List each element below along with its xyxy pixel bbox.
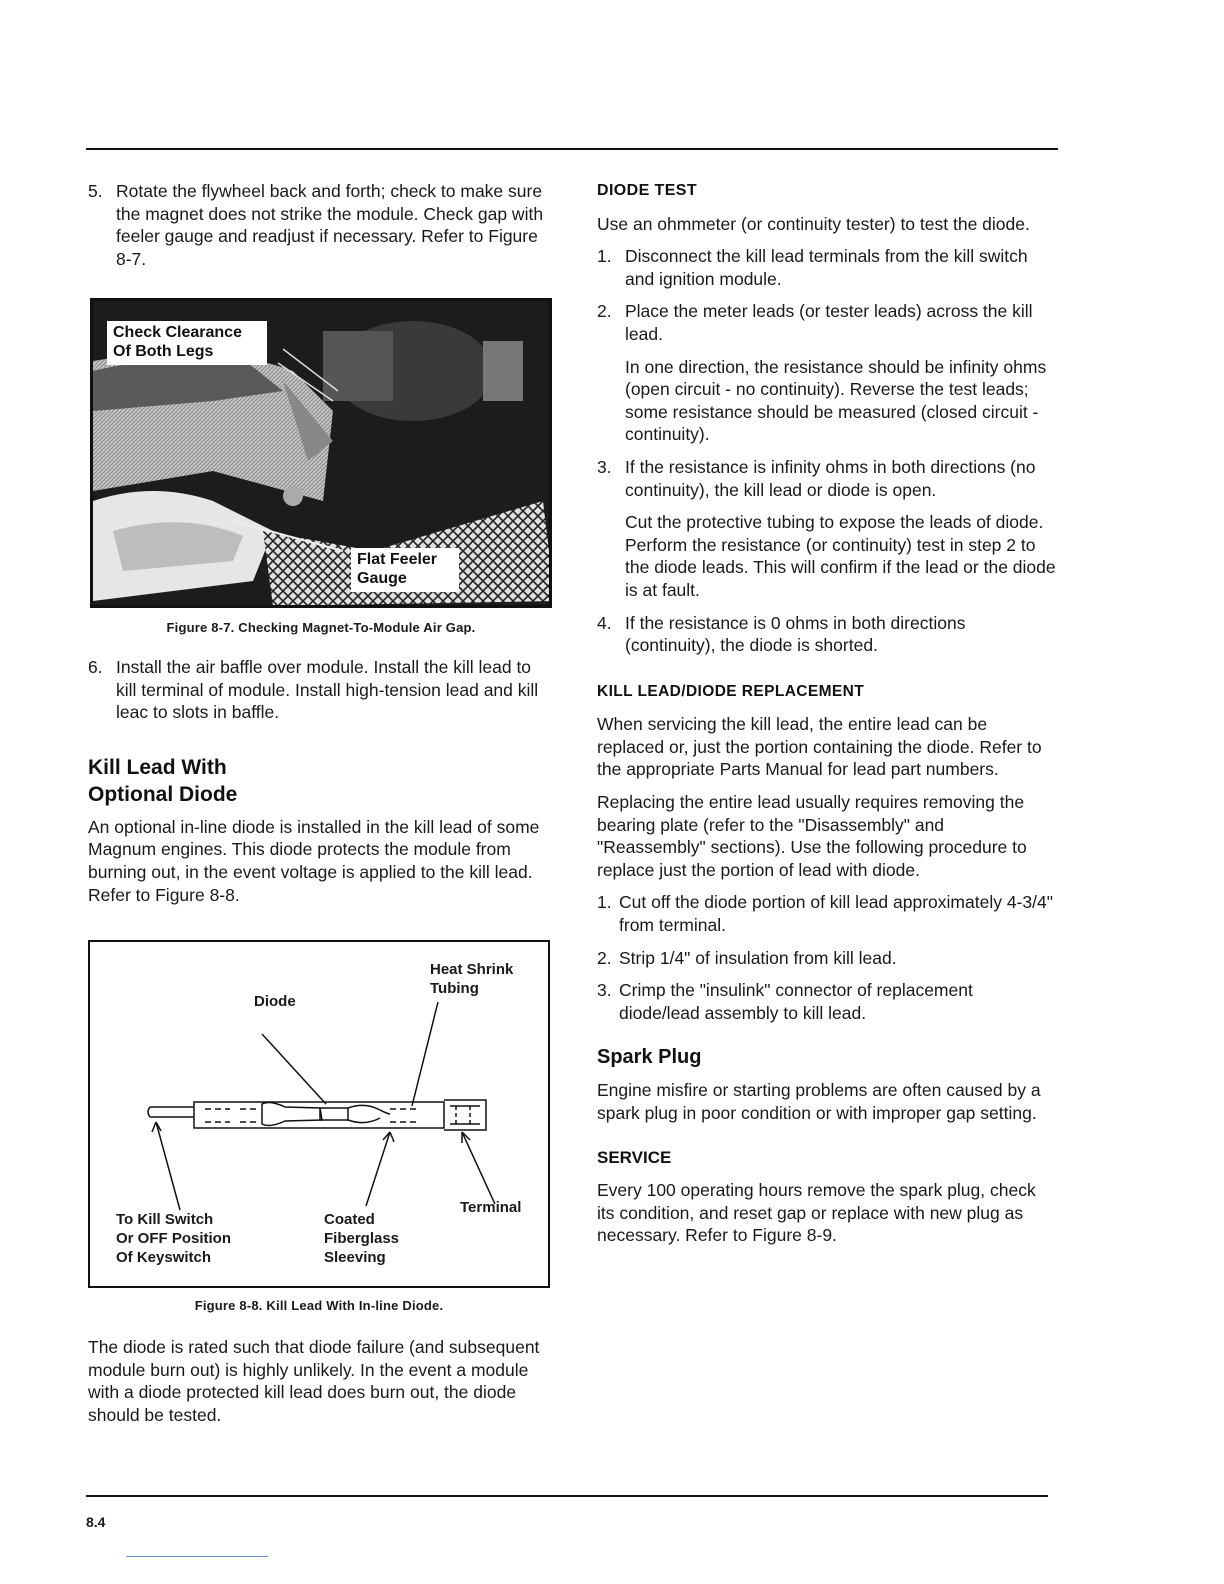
label-coated-fiberglass-sleeving [324, 1210, 399, 1267]
test-step-1 [597, 245, 1057, 290]
step-text: In one direction, the resistance should be infinity ohms (open circuit - no continuity). Reverse the test leads; some resistance should be measured (closed circuit - continuity). [625, 356, 1047, 445]
step-text: Crimp the "insulink" connector of replacement diode/lead assembly to kill lead. [619, 980, 973, 1023]
step-number: 3. [597, 456, 612, 477]
bottom-rule [86, 1495, 1048, 1497]
service-paragraph: Every 100 operating hours remove the spark plug, check its condition, and reset gap or replace with new plug as necessary. Refer to Figure 8-9. [597, 1180, 1036, 1246]
scan-mark [126, 1556, 268, 1557]
top-rule [86, 148, 1058, 150]
step-number [597, 511, 625, 601]
replace-step-1 [597, 891, 1057, 936]
test-step-4 [597, 612, 1057, 657]
heading-diode-test: DIODE TEST [597, 182, 698, 199]
figure-8-7-photo [90, 298, 552, 608]
heading-service: SERVICE [597, 1147, 672, 1167]
test-step-2 [597, 300, 1057, 345]
step-text: Disconnect the kill lead terminals from the kill switch and ignition module. [625, 246, 1028, 289]
label-diode: Diode [254, 993, 296, 1010]
heading-spark-plug: Spark Plug [597, 1046, 702, 1069]
label-terminal: Terminal [460, 1199, 522, 1216]
label-to-kill-switch [116, 1210, 231, 1267]
heading-kill-lead-diode-replacement: KILL LEAD/DIODE REPLACEMENT [597, 682, 865, 700]
step-6 [88, 656, 553, 724]
test-step-2-detail [597, 356, 1057, 446]
step-text: Rotate the flywheel back and forth; check to make sure the magnet does not strike the module. Check gap with feeler gauge and readjust if necessary. Refer to Figure 8-7. [116, 181, 544, 269]
step-text: Cut off the diode portion of kill lead approximately 4-3/4" from terminal. [619, 892, 1053, 936]
heading-kill-lead [88, 754, 553, 808]
step-text: If the resistance is infinity ohms in both directions (no continuity), the kill lead or diode is open. [625, 456, 1036, 500]
diode-rating-paragraph: The diode is rated such that diode failure (and subsequent module burn out) is highly unlikely. In the event a module with a diode protected kill lead does burn out, the diode should be tested. [88, 1337, 540, 1425]
figure-8-8-caption: Figure 8-8. Kill Lead With In-line Diode. [194, 1298, 444, 1313]
right-column [597, 180, 1057, 1247]
step-5 [88, 180, 553, 270]
step-text: Install the air baffle over module. Install the kill lead to kill terminal of module. Install high-tension lead and kill leac to slots in baffle. [116, 657, 539, 723]
figure-8-8-diagram [88, 940, 550, 1288]
label-line: Sleeving [324, 1249, 386, 1266]
step-text: If the resistance is 0 ohms in both directions (continuity), the diode is shorted. [625, 612, 966, 656]
callout-text: Flat Feeler Gauge [357, 551, 438, 587]
label-line: Heat Shrink [430, 961, 514, 978]
page-number: 8.4 [86, 1514, 106, 1530]
step-number: 2. [597, 947, 612, 968]
diode-test-intro: Use an ohmmeter (or continuity tester) to test the diode. [597, 213, 1030, 234]
heading-line-2: Optional Diode [88, 782, 238, 806]
replace-step-2 [597, 947, 1057, 970]
label-line: Tubing [430, 980, 479, 997]
step-number: 5. [88, 181, 103, 201]
label-line: Of Keyswitch [116, 1249, 212, 1266]
left-column-mid [88, 656, 553, 906]
step-text: Cut the protective tubing to expose the leads of diode. Perform the resistance (or continuity) test in step 2 to the diode leads. This will confirm if the lead or the diode is at fault. [625, 512, 1056, 600]
left-column [88, 180, 553, 270]
step-number: 1. [597, 246, 612, 267]
step-number: 1. [597, 892, 612, 913]
test-step-3-detail [597, 511, 1057, 601]
callout-check-clearance [107, 321, 267, 365]
label-heat-shrink-tubing [430, 960, 513, 998]
replace-step-3 [597, 979, 1057, 1024]
callout-flat-feeler-gauge [351, 548, 459, 592]
heading-line-1: Kill Lead With [88, 755, 227, 779]
spark-plug-paragraph: Engine misfire or starting problems are often caused by a spark plug in poor condition or with improper gap setting. [597, 1080, 1041, 1123]
test-step-3 [597, 456, 1057, 501]
step-number: 3. [597, 980, 612, 1001]
figure-8-7-caption: Figure 8-7. Checking Magnet-To-Module Air Gap. [166, 620, 476, 635]
label-line: Coated [324, 1211, 375, 1228]
step-text: Place the meter leads (or tester leads) across the kill lead. [625, 301, 1033, 344]
step-text: Strip 1/4" of insulation from kill lead. [619, 947, 897, 968]
callout-text: Check Clearance Of Both Legs [113, 324, 242, 360]
label-line: Fiberglass [324, 1230, 400, 1247]
kill-lead-paragraph: An optional in-line diode is installed in the kill lead of some Magnum engines. This diode protects the module from burning out, in the event voltage is applied to the kill lead. Refer to Figure 8-8. [88, 816, 540, 905]
label-line: Or OFF Position [116, 1230, 231, 1247]
replacement-paragraph-2: Replacing the entire lead usually requires removing the bearing plate (refer to the "Disassembly" and "Reassembly" sections). Use the following procedure to replace just the portion of lead with diode. [597, 792, 1027, 880]
step-number [597, 356, 625, 446]
step-number: 4. [597, 612, 612, 633]
label-line: To Kill Switch [116, 1211, 214, 1228]
step-number: 2. [597, 301, 612, 322]
step-number: 6. [88, 657, 103, 677]
replacement-paragraph-1: When servicing the kill lead, the entire lead can be replaced or, just the portion containing the diode. Refer to the appropriate Parts Manual for lead part numbers. [597, 714, 1042, 780]
